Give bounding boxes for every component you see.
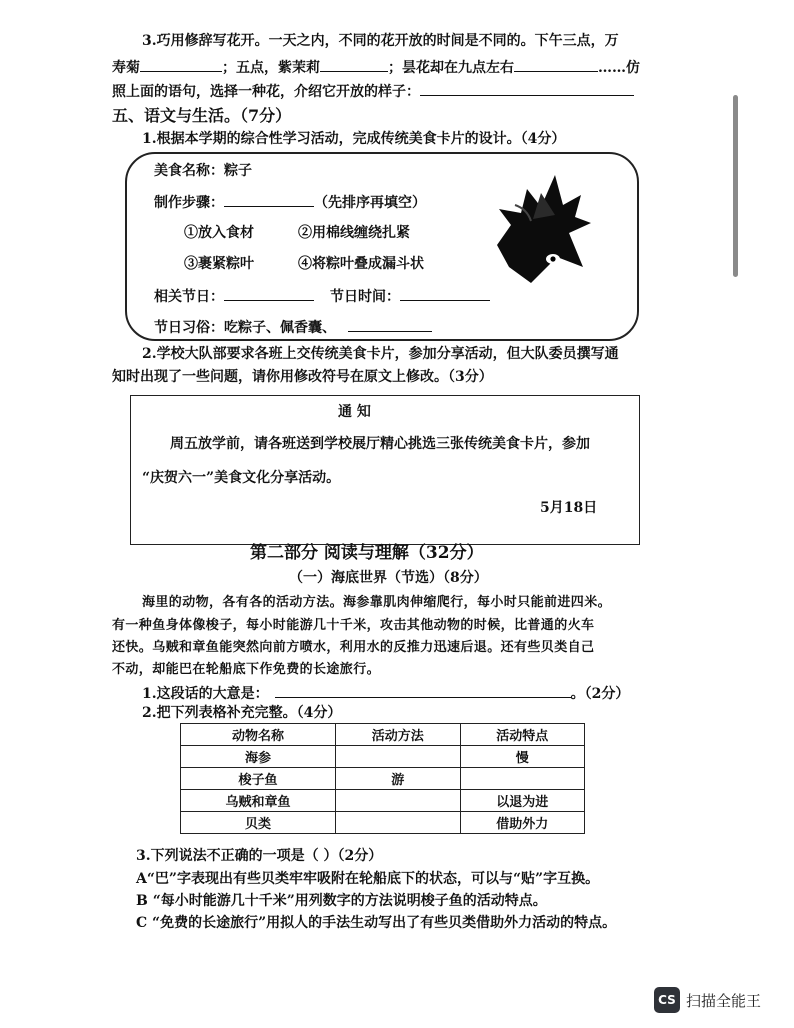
card-step3: ③裹紧粽叶 (184, 256, 254, 272)
card-custom: 节日习俗：吃粽子、佩香囊、 (154, 317, 432, 338)
blank-festival-time (400, 286, 490, 301)
blank-epiphyllum (514, 57, 598, 72)
vertical-scrollbar[interactable] (733, 95, 738, 277)
reading-q3: 3.下列说法不正确的一项是（ ）（2分） (136, 848, 383, 864)
notice-line2: “庆贺六一”美食文化分享活动。 (142, 470, 341, 486)
table-cell (336, 812, 460, 834)
watermark-text: 扫描全能王 (686, 991, 762, 1010)
table-header-row (181, 724, 585, 746)
animal-table (180, 723, 585, 834)
part2-title: 第二部分 阅读与理解（32分） (250, 543, 484, 563)
blank-main-idea (275, 683, 571, 698)
sec5-q2-line2: 知时出现了一些问题，请你用修改符号在原文上修改。（3分） (112, 369, 493, 385)
table-cell (336, 746, 460, 768)
blank-festival (224, 286, 314, 301)
card-food-name: 美食名称：粽子 (154, 163, 252, 179)
notice-title: 通 知 (338, 404, 371, 420)
passage-line: 有一种鱼身体像梭子，每小时能游几十千米，攻击其他动物的时候，比普通的火车 (112, 618, 595, 633)
passage-line: 不动，却能巴在轮船底下作免费的长途旅行。 (112, 662, 381, 677)
blank-marigold (140, 57, 222, 72)
notice-date: 5月18日 (540, 500, 598, 516)
sec5-q2-line1: 2.学校大队部要求各班上交传统美食卡片，参加分享活动，但大队委员撰写通 (142, 346, 619, 362)
table-cell: 游 (336, 768, 460, 790)
table-cell: 梭子鱼 (181, 768, 336, 790)
table-row (181, 768, 585, 790)
table-header: 活动方法 (336, 724, 460, 746)
option-c: C “免费的长途旅行”用拟人的手法生动写出了有些贝类借助外力活动的特点。 (136, 915, 617, 931)
blank-imitation (420, 81, 634, 96)
q3-line2: 寿菊 ；五点，紫茉莉 ；昙花却在九点左右 ……仿 (112, 57, 640, 78)
q3-line1: 3.巧用修辞写花开。一天之内，不同的花开放的时间是不同的。下午三点，万 (142, 33, 619, 49)
table-cell: 借助外力 (460, 812, 585, 834)
notice-line1: 周五放学前，请各班送到学校展厅精心挑选三张传统美食卡片，参加 (170, 436, 590, 452)
blank-steps (224, 192, 314, 207)
table-header: 活动特点 (460, 724, 585, 746)
table-cell: 海参 (181, 746, 336, 768)
table-cell: 贝类 (181, 812, 336, 834)
table-cell (460, 768, 585, 790)
zongzi-illustration-icon (497, 175, 593, 287)
table-cell (336, 790, 460, 812)
card-festival: 相关节日： 节日时间： (154, 286, 490, 307)
camscanner-logo-icon: CS (654, 987, 680, 1013)
passage-line: 海里的动物，各有各的活动方法。海参靠肌肉伸缩爬行，每小时只能前进四米。 (142, 595, 612, 610)
table-header: 动物名称 (181, 724, 336, 746)
scanner-watermark (654, 987, 761, 1013)
table-row (181, 812, 585, 834)
sec5-q1: 1.根据本学期的综合性学习活动，完成传统美食卡片的设计。（4分） (142, 131, 566, 147)
blank-custom (348, 317, 432, 332)
table-row (181, 790, 585, 812)
table-cell: 慢 (460, 746, 585, 768)
q3-line3: 照上面的语句，选择一种花，介绍它开放的样子： (112, 81, 634, 102)
card-step1: ①放入食材 (184, 225, 254, 241)
reading-q1: 1.这段话的大意是： 。（2分） (142, 683, 629, 704)
card-steps: 制作步骤： （先排序再填空） (154, 192, 426, 213)
option-b: B “每小时能游几十千米”用列数字的方法说明梭子鱼的活动特点。 (136, 893, 547, 909)
section5-title: 五、语文与生活。（7分） (112, 106, 292, 125)
card-step4: ④将粽叶叠成漏斗状 (298, 256, 424, 272)
table-row (181, 746, 585, 768)
part2-subtitle: （一）海底世界（节选）（8分） (289, 570, 488, 586)
table-cell: 以退为进 (460, 790, 585, 812)
table-cell: 乌贼和章鱼 (181, 790, 336, 812)
card-step2: ②用棉线缠绕扎紧 (298, 225, 410, 241)
option-a: A“巴”字表现出有些贝类牢牢吸附在轮船底下的状态，可以与“贴”字互换。 (136, 871, 600, 887)
reading-q2: 2.把下列表格补充完整。（4分） (142, 705, 342, 721)
blank-four-oclock (320, 57, 388, 72)
passage-line: 还快。乌贼和章鱼能突然向前方喷水，利用水的反推力迅速后退。还有些贝类自己 (112, 640, 595, 655)
